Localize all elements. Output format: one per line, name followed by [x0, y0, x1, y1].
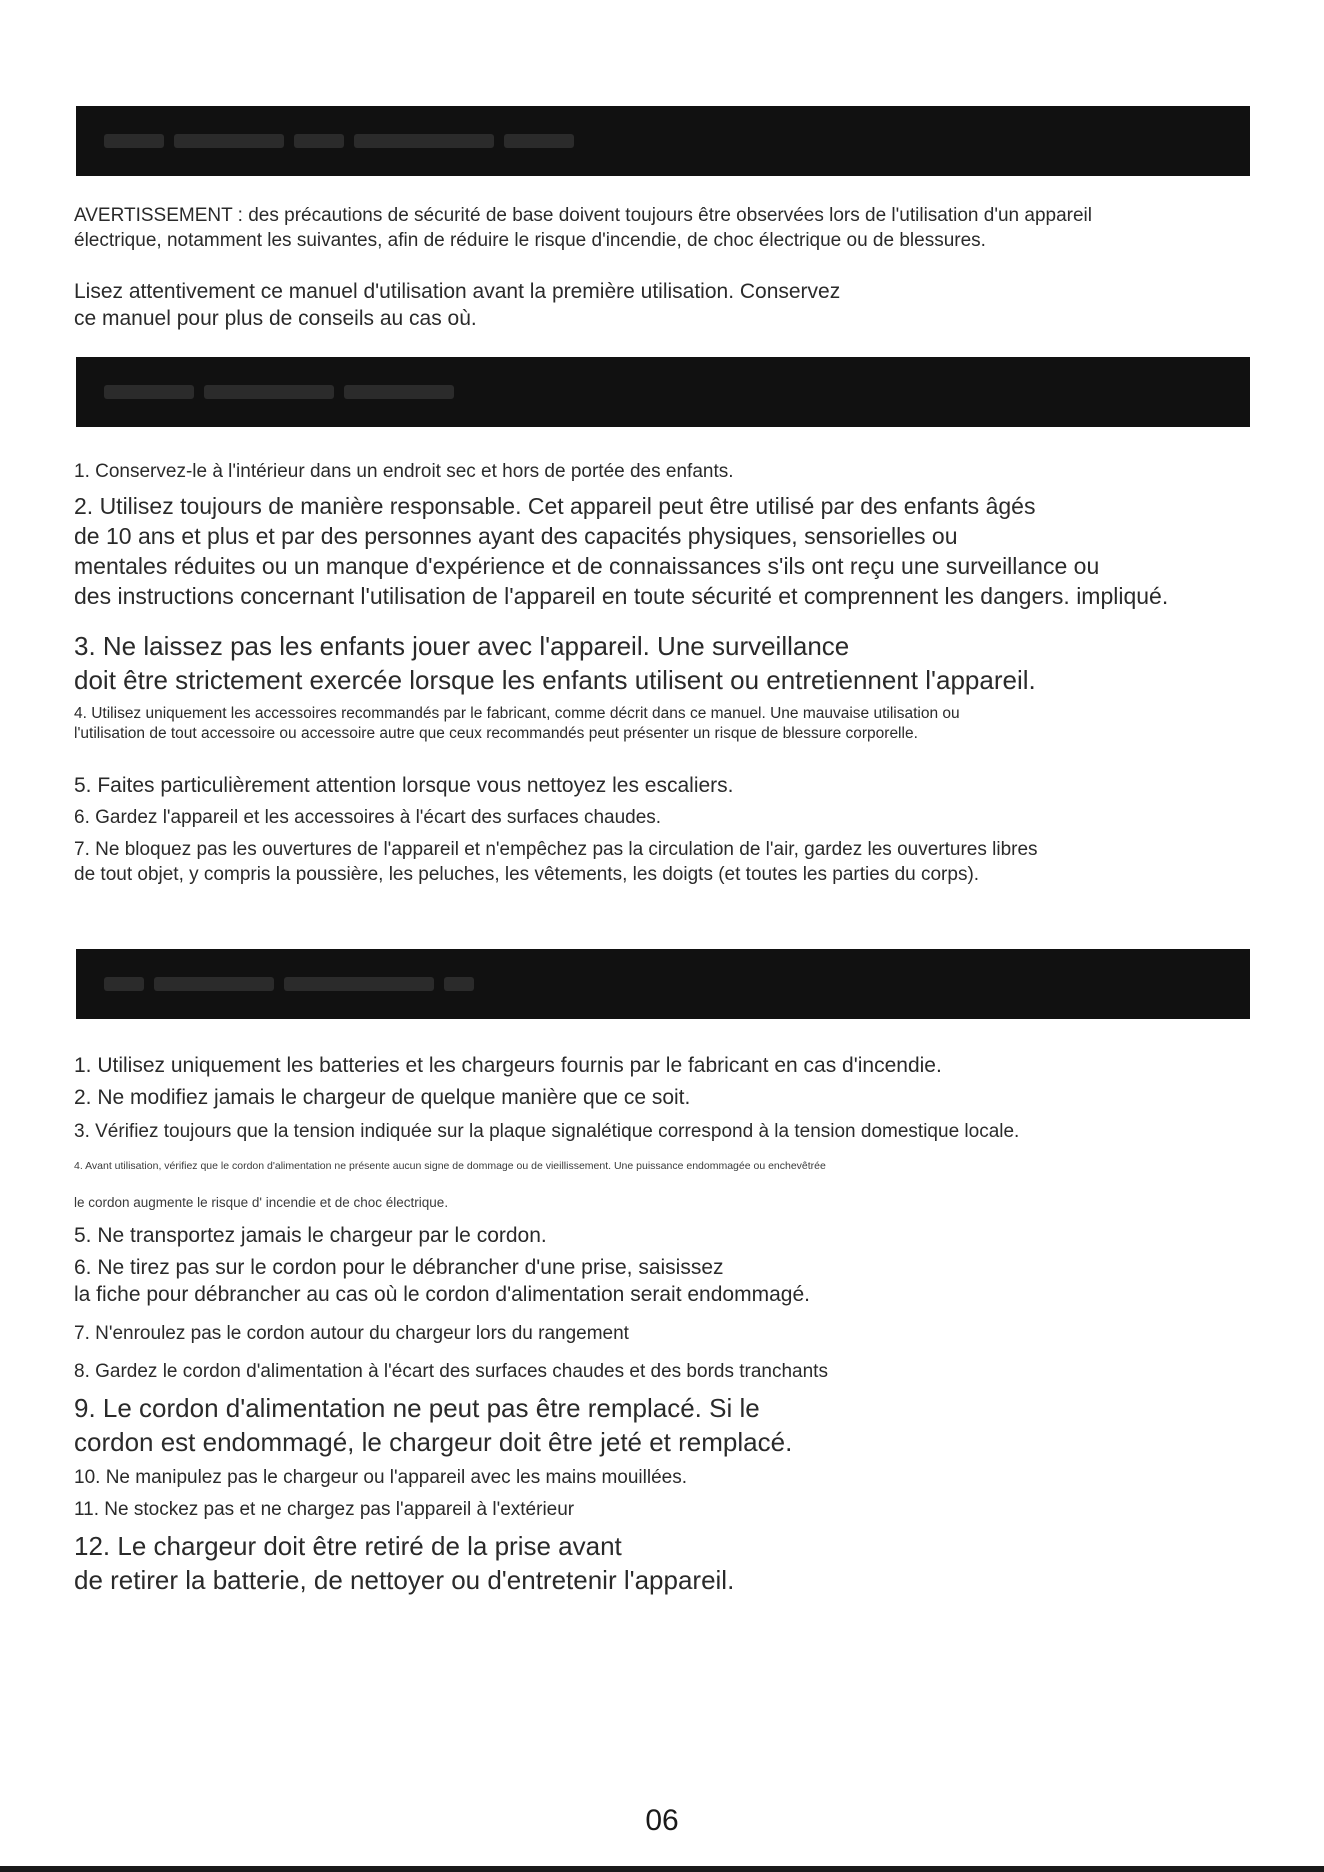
intro-read-manual [74, 278, 1314, 333]
page-number: 06 [645, 1804, 679, 1837]
section2-item-3 [74, 630, 1314, 698]
section2-item-7 [74, 838, 1314, 887]
section3-item-10 [74, 1466, 1314, 1491]
section2-list [74, 460, 1314, 485]
list-item: 2. Ne modifiez jamais le chargeur de quelque manière que ce soit. [74, 1086, 691, 1109]
list-item-cont: de tout objet, y compris la poussière, les peluches, les vêtements, les doigts (et toutes les parties du corps). [74, 863, 980, 885]
list-item: 1. Utilisez uniquement les batteries et les chargeurs fournis par le fabricant en cas d'incendie. [74, 1054, 942, 1077]
list-item-cont: de 10 ans et plus et par des personnes ayant des capacités physiques, sensorielles ou [74, 522, 958, 549]
obscured-heading-3 [104, 971, 474, 997]
section-header-bar-1 [76, 106, 1250, 176]
warning-line: AVERTISSEMENT : des précautions de sécurité de base doivent toujours être observées lors de l'utilisation d'un appareil [74, 205, 1092, 226]
section-header-bar-3 [76, 949, 1250, 1019]
list-item: 2. Utilisez toujours de manière responsable. Cet appareil peut être utilisé par des enfants âgés [74, 493, 1036, 519]
section3-item-2 [74, 1084, 1314, 1111]
section3-item-12 [74, 1530, 1314, 1598]
list-item: 9. Le cordon d'alimentation ne peut pas être remplacé. Si le [74, 1393, 760, 1423]
list-item: 7. N'enroulez pas le cordon autour du chargeur lors du rangement [74, 1323, 629, 1344]
read-manual-line: ce manuel pour plus de conseils au cas où. [74, 307, 477, 331]
list-item: 7. Ne bloquez pas les ouvertures de l'appareil et n'empêchez pas la circulation de l'air, gardez les ouvertures libres [74, 839, 1038, 860]
section2-item-6 [74, 806, 1314, 831]
list-item-cont: le cordon augmente le risque d' incendie et de choc électrique. [74, 1195, 449, 1210]
list-item: 6. Gardez l'appareil et les accessoires à l'écart des surfaces chaudes. [74, 807, 662, 828]
section3-item-4-cont [74, 1194, 1314, 1212]
list-item-cont: la fiche pour débrancher au cas où le cordon d'alimentation serait endommagé. [74, 1283, 810, 1307]
list-item: 10. Ne manipulez pas le chargeur ou l'appareil avec les mains mouillées. [74, 1467, 688, 1488]
list-item-cont: doit être strictement exercée lorsque les enfants utilisent ou entretiennent l'appareil. [74, 664, 1036, 695]
list-item: 5. Ne transportez jamais le chargeur par le cordon. [74, 1224, 547, 1247]
list-item-cont: mentales réduites ou un manque d'expérience et de connaissances s'ils ont reçu une surveillance ou [74, 552, 1100, 579]
list-item: 4. Utilisez uniquement les accessoires recommandés par le fabricant, comme décrit dans ce manuel. Une mauvaise utilisation ou [74, 705, 960, 722]
section2-item-5 [74, 772, 1314, 799]
list-item: 8. Gardez le cordon d'alimentation à l'écart des surfaces chaudes et des bords tranchants [74, 1361, 828, 1382]
intro-warning [74, 204, 1314, 253]
list-item: 11. Ne stockez pas et ne chargez pas l'appareil à l'extérieur [74, 1499, 575, 1520]
list-item: 6. Ne tirez pas sur le cordon pour le débrancher d'une prise, saisissez [74, 1256, 724, 1279]
bottom-rule [0, 1866, 1324, 1872]
list-item: 3. Vérifiez toujours que la tension indiquée sur la plaque signalétique correspond à la tension domestique locale. [74, 1121, 1020, 1142]
obscured-heading-2 [104, 379, 454, 405]
list-item: 4. Avant utilisation, vérifiez que le cordon d'alimentation ne présente aucun signe de dommage ou de vieillissement. Une puissance endommagée ou enchevêtrée [74, 1160, 826, 1172]
list-item: 3. Ne laissez pas les enfants jouer avec l'appareil. Une surveillance [74, 631, 850, 661]
section3-item-1 [74, 1052, 1314, 1079]
list-item-cont: cordon est endommagé, le chargeur doit être jeté et remplacé. [74, 1426, 793, 1457]
list-item: 1. Conservez-le à l'intérieur dans un endroit sec et hors de portée des enfants. [74, 461, 734, 482]
list-item: 12. Le chargeur doit être retiré de la prise avant [74, 1531, 622, 1561]
list-item-cont: l'utilisation de tout accessoire ou accessoire autre que ceux recommandés peut présenter un risque de blessure corporelle. [74, 725, 918, 743]
section3-item-7 [74, 1322, 1314, 1347]
section3-item-4 [74, 1160, 1314, 1174]
list-item-cont: de retirer la batterie, de nettoyer ou d'entretenir l'appareil. [74, 1564, 735, 1595]
section3-item-3 [74, 1120, 1314, 1145]
list-item-cont: des instructions concernant l'utilisation de l'appareil en toute sécurité et comprennent les dangers. impliqué. [74, 582, 1169, 609]
section3-item-11 [74, 1498, 1314, 1523]
section2-item-4 [74, 704, 1314, 744]
section3-item-5 [74, 1222, 1314, 1249]
section2-item-2 [74, 492, 1314, 612]
section-header-bar-2 [76, 357, 1250, 427]
section3-item-8 [74, 1360, 1314, 1385]
warning-line: électrique, notamment les suivantes, afin de réduire le risque d'incendie, de choc électrique ou de blessures. [74, 229, 986, 251]
section3-item-9 [74, 1392, 1314, 1460]
list-item: 5. Faites particulièrement attention lorsque vous nettoyez les escaliers. [74, 774, 734, 797]
read-manual-line: Lisez attentivement ce manuel d'utilisation avant la première utilisation. Conservez [74, 280, 841, 303]
obscured-heading-1 [104, 128, 574, 154]
section3-item-6 [74, 1254, 1314, 1309]
